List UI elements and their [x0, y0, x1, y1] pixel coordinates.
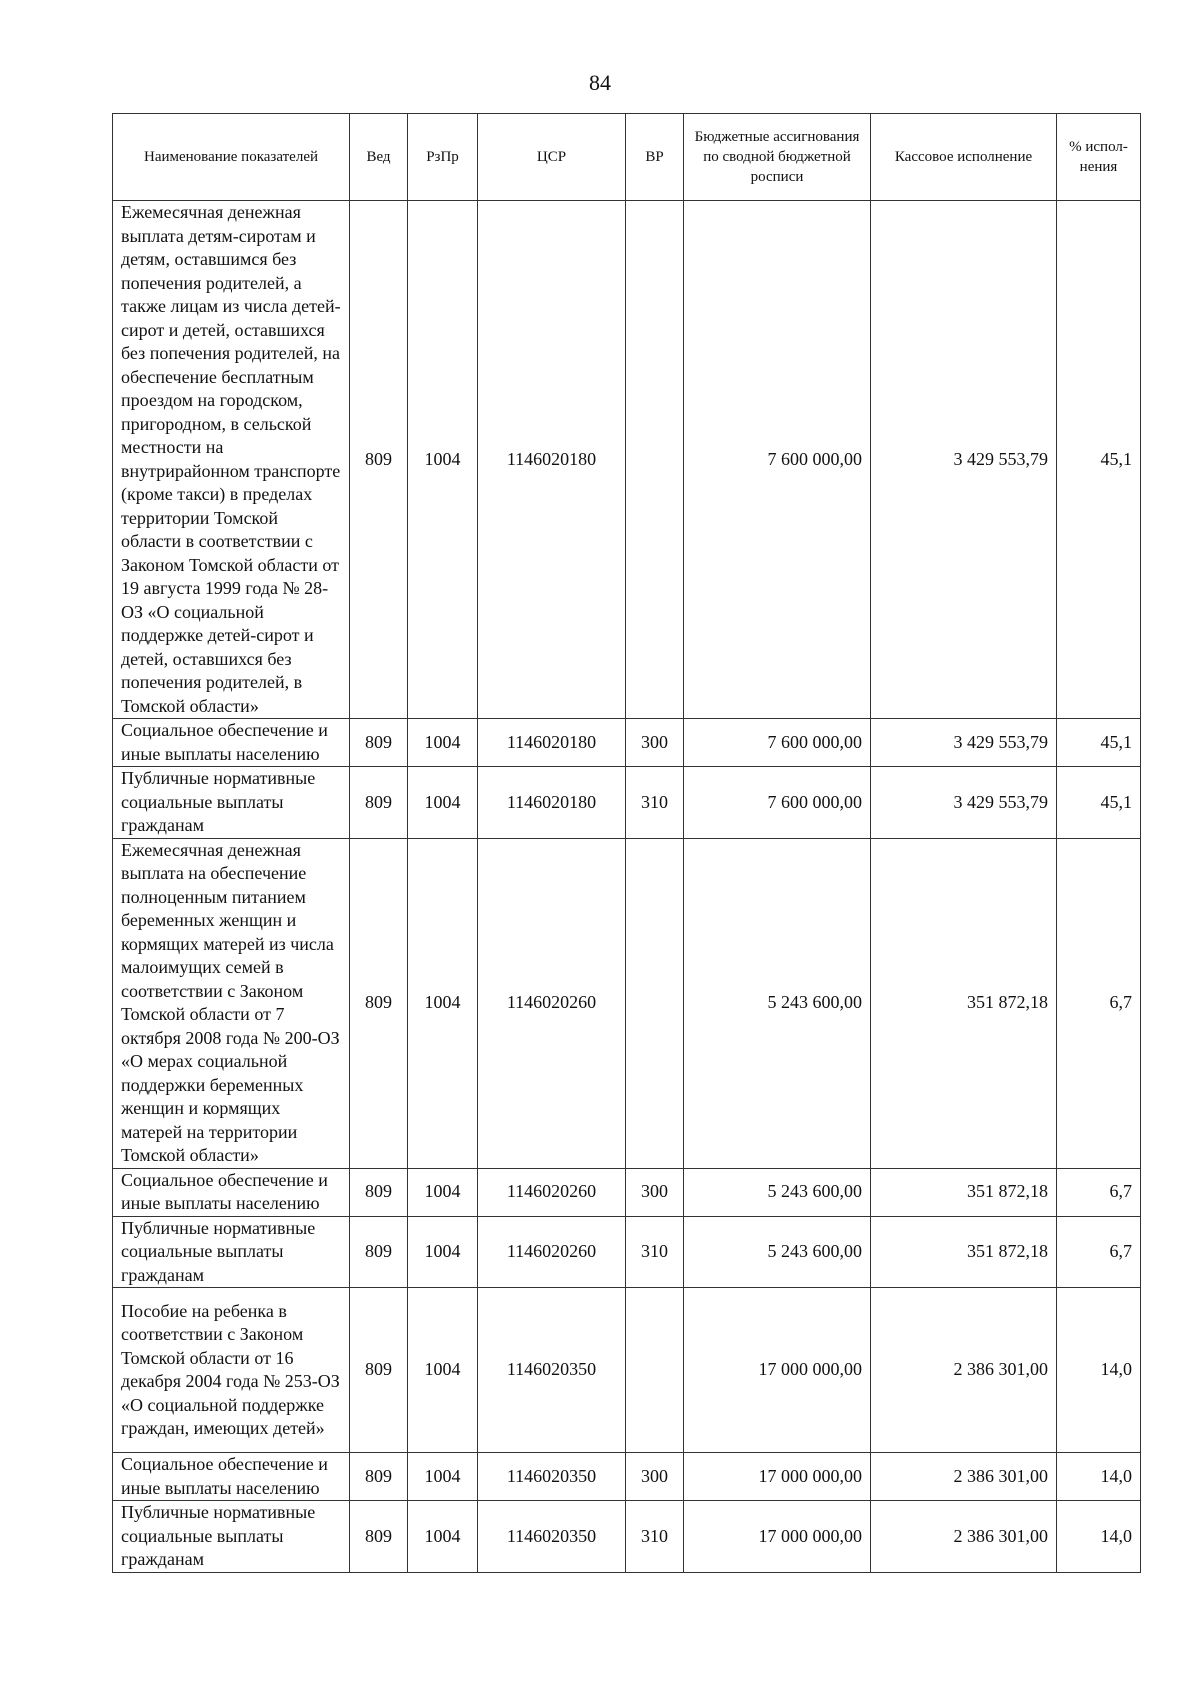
row-csr: 1146020260 — [478, 838, 626, 1168]
row-ved: 809 — [350, 1288, 408, 1453]
row-name: Социальное обеспечение и иные выплаты населению — [113, 719, 350, 767]
table-row — [113, 1501, 1141, 1573]
row-execution-percent: 14,0 — [1057, 1453, 1141, 1501]
header-cash-execution: Кассовое исполнение — [871, 114, 1057, 201]
row-cash-execution: 3 429 553,79 — [871, 719, 1057, 767]
row-csr: 1146020180 — [478, 767, 626, 839]
row-rzpr: 1004 — [408, 1168, 478, 1216]
row-ved: 809 — [350, 201, 408, 719]
row-rzpr: 1004 — [408, 719, 478, 767]
row-csr: 1146020180 — [478, 201, 626, 719]
row-name: Публичные нормативные социальные выплаты гражданам — [113, 1501, 350, 1573]
header-csr: ЦСР — [478, 114, 626, 201]
row-csr: 1146020260 — [478, 1216, 626, 1288]
row-name: Публичные нормативные социальные выплаты гражданам — [113, 767, 350, 839]
row-ved: 809 — [350, 838, 408, 1168]
row-vr — [626, 838, 684, 1168]
row-budget-assignments: 7 600 000,00 — [684, 201, 871, 719]
row-rzpr: 1004 — [408, 838, 478, 1168]
row-budget-assignments: 5 243 600,00 — [684, 1216, 871, 1288]
row-ved: 809 — [350, 767, 408, 839]
row-execution-percent: 14,0 — [1057, 1501, 1141, 1573]
table-row — [113, 838, 1141, 1168]
row-rzpr: 1004 — [408, 1453, 478, 1501]
row-vr: 310 — [626, 1216, 684, 1288]
row-ved: 809 — [350, 1216, 408, 1288]
row-vr: 300 — [626, 1168, 684, 1216]
row-execution-percent: 6,7 — [1057, 1216, 1141, 1288]
table-row — [113, 1288, 1141, 1453]
row-cash-execution: 351 872,18 — [871, 838, 1057, 1168]
row-budget-assignments: 7 600 000,00 — [684, 767, 871, 839]
row-cash-execution: 351 872,18 — [871, 1168, 1057, 1216]
header-vr: ВР — [626, 114, 684, 201]
row-csr: 1146020350 — [478, 1453, 626, 1501]
row-budget-assignments: 5 243 600,00 — [684, 838, 871, 1168]
table-row — [113, 1216, 1141, 1288]
table-row — [113, 719, 1141, 767]
row-vr — [626, 1288, 684, 1453]
row-vr: 310 — [626, 767, 684, 839]
budget-execution-table — [112, 113, 1141, 1573]
row-csr: 1146020350 — [478, 1501, 626, 1573]
row-cash-execution: 351 872,18 — [871, 1216, 1057, 1288]
row-execution-percent: 45,1 — [1057, 201, 1141, 719]
row-name: Пособие на ребенка в соответствии с Законом Томской области от 16 декабря 2004 года № 253-ОЗ «О социальной поддержке граждан, имеющих детей» — [113, 1288, 350, 1453]
header-ved: Вед — [350, 114, 408, 201]
row-vr: 300 — [626, 719, 684, 767]
row-ved: 809 — [350, 1453, 408, 1501]
row-rzpr: 1004 — [408, 1288, 478, 1453]
row-budget-assignments: 5 243 600,00 — [684, 1168, 871, 1216]
row-name: Ежемесячная денежная выплата на обеспечение полноценным питанием беременных женщин и кормящих матерей из числа малоимущих семей в соответствии с Законом Томской области от 7 октября 2008 года № 200-ОЗ «О мерах социальной поддержки беременных женщин и кормящих матерей на территории Томской области» — [113, 838, 350, 1168]
row-rzpr: 1004 — [408, 767, 478, 839]
row-budget-assignments: 17 000 000,00 — [684, 1288, 871, 1453]
row-cash-execution: 3 429 553,79 — [871, 201, 1057, 719]
table-header-row — [113, 114, 1141, 201]
row-rzpr: 1004 — [408, 1216, 478, 1288]
row-execution-percent: 14,0 — [1057, 1288, 1141, 1453]
row-cash-execution: 2 386 301,00 — [871, 1501, 1057, 1573]
row-budget-assignments: 17 000 000,00 — [684, 1501, 871, 1573]
row-ved: 809 — [350, 1501, 408, 1573]
page-number: 84 — [589, 70, 611, 95]
header-name: Наименование показателей — [113, 114, 350, 201]
row-execution-percent: 45,1 — [1057, 767, 1141, 839]
row-ved: 809 — [350, 719, 408, 767]
row-csr: 1146020260 — [478, 1168, 626, 1216]
header-rzpr: РзПр — [408, 114, 478, 201]
row-csr: 1146020350 — [478, 1288, 626, 1453]
row-cash-execution: 2 386 301,00 — [871, 1288, 1057, 1453]
row-name: Публичные нормативные социальные выплаты гражданам — [113, 1216, 350, 1288]
row-cash-execution: 2 386 301,00 — [871, 1453, 1057, 1501]
row-execution-percent: 6,7 — [1057, 838, 1141, 1168]
table-row — [113, 1168, 1141, 1216]
row-name: Социальное обеспечение и иные выплаты населению — [113, 1453, 350, 1501]
row-name: Ежемесячная денежная выплата детям-сиротам и детям, оставшимся без попечения родителей, а также лицам из числа детей-сирот и детей, оставшихся без попечения родителей, на обеспечение бесплатным проездом на городском, пригородном, в сельской местности на внутрирайонном транспорте (кроме такси) в пределах территории Томской области в соответствии с Законом Томской области от 19 августа 1999 года № 28-ОЗ «О социальной поддержке детей-сирот и детей, оставшихся без попечения родителей, в Томской области» — [113, 201, 350, 719]
table-row — [113, 767, 1141, 839]
row-csr: 1146020180 — [478, 719, 626, 767]
table-row — [113, 201, 1141, 719]
row-rzpr: 1004 — [408, 201, 478, 719]
row-budget-assignments: 7 600 000,00 — [684, 719, 871, 767]
row-name: Социальное обеспечение и иные выплаты населению — [113, 1168, 350, 1216]
row-ved: 809 — [350, 1168, 408, 1216]
row-rzpr: 1004 — [408, 1501, 478, 1573]
row-vr: 310 — [626, 1501, 684, 1573]
row-execution-percent: 6,7 — [1057, 1168, 1141, 1216]
table-row — [113, 1453, 1141, 1501]
row-vr: 300 — [626, 1453, 684, 1501]
row-vr — [626, 201, 684, 719]
header-execution-percent: % испол-нения — [1057, 114, 1141, 201]
header-budget-assignments: Бюджетные ассигнования по сводной бюджетной росписи — [684, 114, 871, 201]
row-budget-assignments: 17 000 000,00 — [684, 1453, 871, 1501]
row-cash-execution: 3 429 553,79 — [871, 767, 1057, 839]
row-execution-percent: 45,1 — [1057, 719, 1141, 767]
